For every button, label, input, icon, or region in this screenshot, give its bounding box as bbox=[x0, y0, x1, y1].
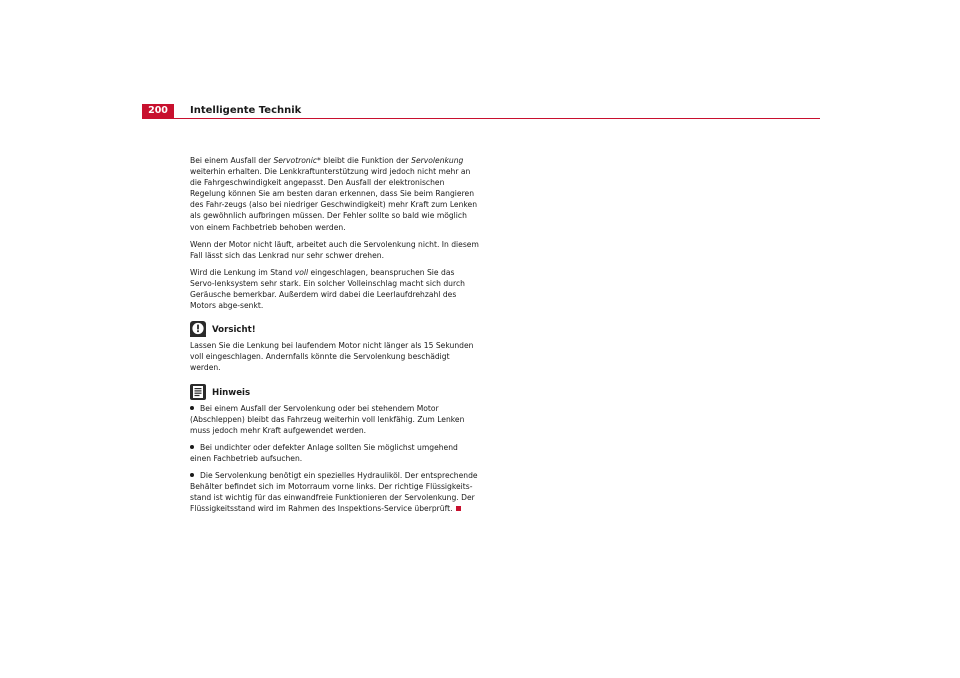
bullet-icon bbox=[190, 445, 194, 449]
note-bullet bbox=[190, 442, 480, 464]
note-icon bbox=[190, 384, 206, 400]
paragraph-engine-off: Wenn der Motor nicht läuft, arbeitet auch die Servolenkung nicht. In diesem Fall lässt sich das Lenkrad nur sehr schwer drehen. bbox=[190, 239, 479, 260]
note-bullet-text: Bei einem Ausfall der Servolenkung oder bei stehendem Motor (Abschleppen) bleibt das Fahrzeug weiterhin voll lenkfähig. Zum Lenken muss jedoch mehr Kraft aufgewendet werden. bbox=[190, 403, 465, 435]
note-bullet bbox=[190, 403, 480, 436]
warning-text: Lassen Sie die Lenkung bei laufendem Motor nicht länger als 15 Sekunden voll eingeschlagen. Andernfalls könnte die Servolenkung beschädigt werden. bbox=[190, 341, 474, 373]
paragraph-servotronic bbox=[190, 155, 480, 233]
chapter-title: Intelligente Technik bbox=[190, 105, 302, 116]
paragraph-text: eingeschlagen, beanspruchen Sie das Servo-lenksystem sehr stark. Ein solcher Volleinschlag macht sich durch Geräusche bemerkbar. Außerdem wird dabei die Leerlaufdrehzahl des Motors abge-senkt. bbox=[190, 267, 465, 311]
header-rule bbox=[142, 118, 820, 119]
note-bullet bbox=[190, 470, 480, 514]
bullet-icon bbox=[190, 406, 194, 410]
section-end-marker bbox=[456, 506, 461, 511]
paragraph-full-lock bbox=[190, 267, 480, 311]
note-title: Hinweis bbox=[212, 387, 251, 398]
term-voll: voll bbox=[294, 267, 309, 277]
page-number: 200 bbox=[142, 104, 174, 118]
exclamation-icon bbox=[190, 321, 206, 337]
paragraph-text: weiterhin erhalten. Die Lenkkraftunterstützung wird jedoch nicht mehr an die Fahrgeschwindigkeit angepasst. Den Ausfall der elektronischen Regelung können Sie am besten daran erkennen, dass Sie beim Rangieren des Fahr-zeugs (also bei niedriger Geschwindigkeit) mehr Kraft zum Lenken als gewöhnlich aufbringen müssen. Der Fehler sollte so bald wie möglich von einem Fachbetrieb behoben werden. bbox=[190, 167, 478, 232]
paragraph-text: Wird die Lenkung im Stand bbox=[190, 267, 295, 277]
paragraph-text: Bei einem Ausfall der bbox=[190, 156, 274, 165]
main-content bbox=[190, 155, 480, 520]
note-heading bbox=[190, 384, 480, 400]
term-servotronic: Servotronic bbox=[273, 156, 318, 165]
paragraph-text: * bleibt die Funktion der bbox=[317, 156, 412, 165]
term-servolenkung: Servolenkung bbox=[411, 156, 464, 165]
note-bullet-text: Bei undichter oder defekter Anlage sollten Sie möglichst umgehend einen Fachbetrieb aufsuchen. bbox=[190, 442, 458, 463]
warning-title: Vorsicht! bbox=[212, 325, 256, 336]
note-bullet-text: Die Servolenkung benötigt ein spezielles Hydrauliköl. Der entsprechende Behälter befindet sich im Motorraum vorne links. Der richtige Flüssigkeits-stand ist wichtig für das einwandfreie Funktionieren der Servolenkung. Der Flüssigkeitsstand wird im Rahmen des Inspektions-Service überprüft. bbox=[190, 470, 478, 514]
warning-heading bbox=[190, 321, 480, 337]
bullet-icon bbox=[190, 473, 194, 477]
